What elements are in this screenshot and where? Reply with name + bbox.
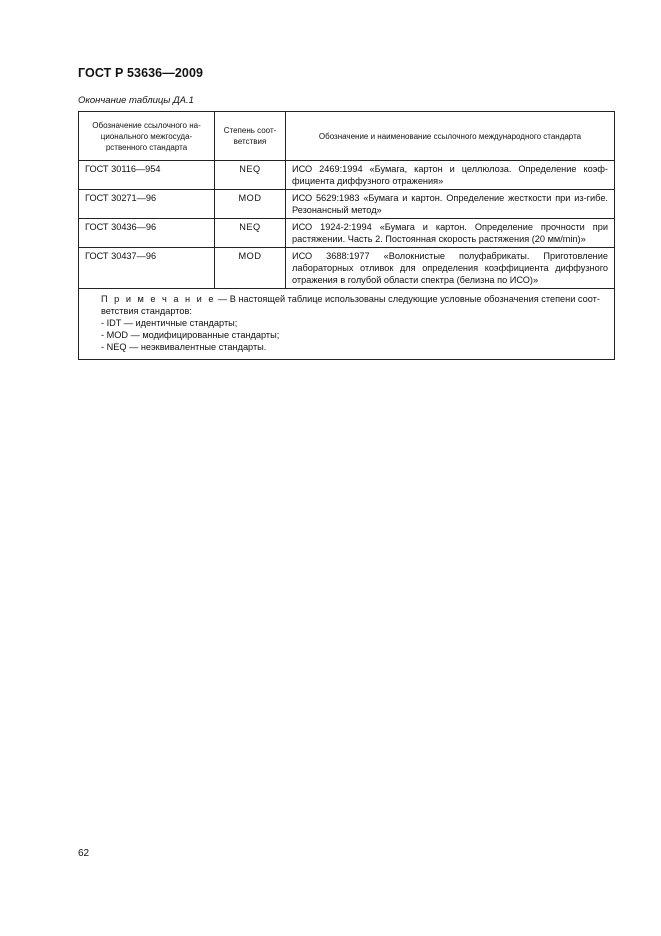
- document-code: ГОСТ Р 53636—2009: [78, 66, 204, 80]
- page-number: 62: [78, 848, 90, 859]
- note-list-item: - NEQ — неэквивалентные стандарты.: [101, 342, 267, 352]
- cell-degree: MOD: [215, 190, 286, 219]
- cell-national-standard: ГОСТ 30116—954: [79, 161, 215, 190]
- cell-international-standard: ИСО 1924-2:1994 «Бумага и картон. Определение прочности при растяжении. Часть 2. Постоянная скорость растяжения (20 мм/min)»: [286, 219, 615, 248]
- reference-standards-table: [78, 111, 615, 360]
- table-header-row: [79, 112, 615, 161]
- table-row: [79, 248, 615, 289]
- cell-degree: NEQ: [215, 219, 286, 248]
- cell-national-standard: ГОСТ 30436—96: [79, 219, 215, 248]
- cell-degree: MOD: [215, 248, 286, 289]
- column-header-degree: Степень соот-ветствия: [215, 112, 286, 161]
- table-note: [79, 289, 615, 360]
- note-list-item: - IDT — идентичные стандарты;: [101, 318, 238, 328]
- column-header-national-standard: Обозначение ссылочного на-ционального межгосуда-рственного стандарта: [79, 112, 215, 161]
- cell-degree: NEQ: [215, 161, 286, 190]
- cell-national-standard: ГОСТ 30271—96: [79, 190, 215, 219]
- cell-national-standard: ГОСТ 30437—96: [79, 248, 215, 289]
- note-text-line: [87, 293, 606, 317]
- table-row: [79, 161, 615, 190]
- table-note-row: [79, 289, 615, 360]
- note-label: П р и м е ч а н и е: [101, 294, 216, 304]
- cell-international-standard: ИСО 2469:1994 «Бумага, картон и целлюлоза. Определение коэф-фициента диффузного отражения»: [286, 161, 615, 190]
- table-caption: Окончание таблицы ДА.1: [78, 95, 194, 106]
- cell-international-standard: ИСО 3688:1977 «Волокнистые полуфабрикаты. Приготовление лабораторных отливок для определения коэффициента диффузного отражения в голубой области спектра (белизна по ИСО)»: [286, 248, 615, 289]
- note-text: — В настоящей таблице использованы следующие условные обозначения степени соот-ветствия стандартов:: [101, 294, 600, 316]
- note-list-item: - MOD — модифицированные стандарты;: [101, 330, 280, 340]
- table-row: [79, 190, 615, 219]
- table-row: [79, 219, 615, 248]
- column-header-international-standard: Обозначение и наименование ссылочного международного стандарта: [286, 112, 615, 161]
- cell-international-standard: ИСО 5629:1983 «Бумага и картон. Определение жесткости при из-гибе. Резонансный метод»: [286, 190, 615, 219]
